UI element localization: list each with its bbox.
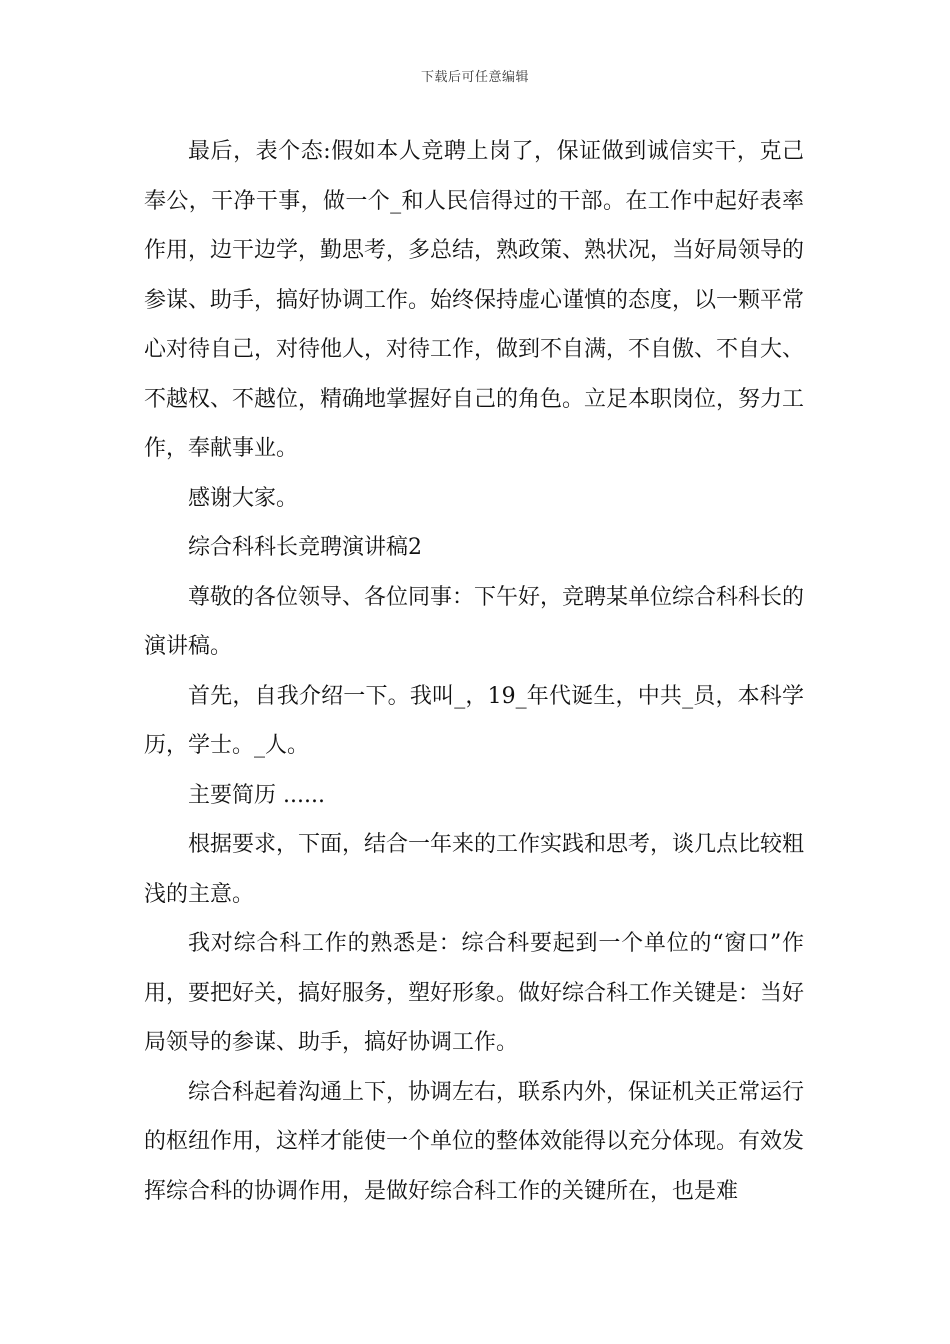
section-title: 综合科科长竞聘演讲稿2 [188, 535, 422, 560]
paragraph-coordination: 综合科起着沟通上下，协调左右，联系内外，保证机关正常运行的枢纽作用，这样才能使一个单位的整体效能得以充分体现。有效发挥综合科的协调作用，是做好综合科工作的关键所在，也是难 [144, 1079, 805, 1204]
paragraph-greeting: 尊敬的各位领导、各位同事：下午好，竞聘某单位综合科科长的演讲稿。 [144, 584, 805, 659]
paragraph-thanks: 感谢大家。 [188, 485, 299, 511]
paragraph-closing-statement: 最后，表个态:假如本人竞聘上岗了，保证做到诚信实干，克己奉公，干净干事，做一个_和人民信得过的干部。在工作中起好表率作用，边干边学，勤思考，多总结，熟政策、熟状况，当好局领导的参谋、助手，搞好协调工作。始终保持虚心谨慎的态度，以一颗平常心对待自己，对待他人，对待工作，做到不自满，不自傲、不自大、不越权、不越位，精确地掌握好自己的角色。立足本职岗位，努力工作，奉献事业。 [144, 139, 805, 461]
paragraph-self-intro: 首先，自我介绍一下。我叫_，19_年代诞生，中共_员，本科学历，学士。_人。 [144, 683, 804, 758]
document-body [144, 127, 804, 1216]
paragraph-resume: 主要简历 ...... [188, 782, 325, 808]
header-note: 下载后可任意编辑 [420, 70, 529, 85]
paragraph-requirements: 根据要求，下面，结合一年来的工作实践和思考，谈几点比较粗浅的主意。 [144, 832, 805, 907]
paragraph-understanding: 我对综合科工作的熟悉是：综合科要起到一个单位的“窗口”作用，要把好关，搞好服务，塑好形象。做好综合科工作关键是：当好局领导的参谋、助手，搞好协调工作。 [144, 931, 805, 1055]
